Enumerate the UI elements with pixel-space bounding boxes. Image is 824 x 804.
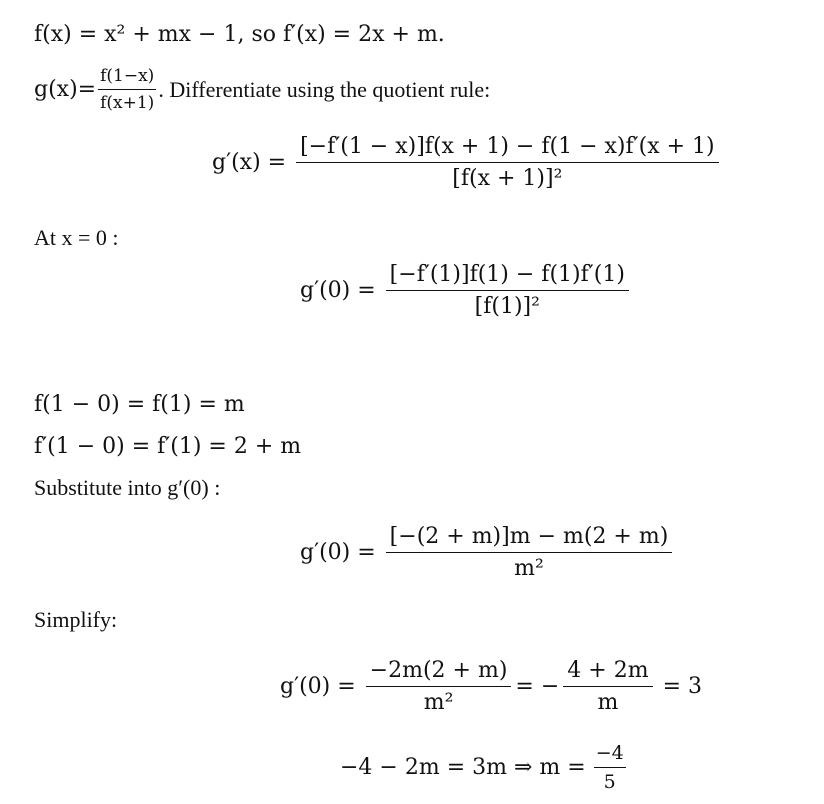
derivative-at-zero-equation [300, 262, 633, 319]
eq3-fraction [386, 524, 673, 581]
eq4-denominator-2: m [597, 690, 619, 715]
simplified-equation [280, 658, 702, 715]
g-definition-fraction [98, 66, 156, 113]
fprime-at-one-line: f′(1 − 0) = f′(1) = 2 + m [34, 434, 302, 459]
eq4-numerator-1: −2m(2 + m) [366, 658, 512, 687]
eq1-numerator: [−f′(1 − x)]f(x + 1) − f(1 − x)f′(x + 1) [296, 134, 719, 163]
eq5-numerator: −4 [594, 742, 626, 768]
at-x-zero-label: At x = 0 : [34, 225, 119, 250]
eq1-fraction [296, 134, 719, 191]
eq5-lhs: −4 − 2m = 3m ⇒ m = [340, 755, 586, 780]
eq4-fraction-2 [563, 658, 652, 715]
g-definition-lhs: g(x)= [34, 77, 97, 102]
eq1-denominator: [f(x + 1)]² [452, 166, 563, 191]
eq3-numerator: [−(2 + m)]m − m(2 + m) [386, 524, 673, 553]
given-function-line: f(x) = x² + mx − 1, so f′(x) = 2x + m. [34, 22, 445, 47]
eq4-denominator-1: m² [423, 690, 454, 715]
substituted-equation [300, 524, 676, 581]
eq2-lhs: g′(0) = [300, 278, 376, 303]
eq4-fraction-1 [366, 658, 512, 715]
eq5-denominator: 5 [603, 771, 616, 793]
eq1-lhs: g′(x) = [212, 150, 287, 175]
solve-m-equation [340, 742, 628, 793]
g-definition-denominator: f(x+1) [100, 93, 155, 113]
eq4-rhs: = 3 [662, 674, 703, 699]
quotient-rule-text: . Differentiate using the quotient rule: [158, 76, 491, 102]
g-definition-line [34, 66, 490, 113]
derivative-general-equation [212, 134, 723, 191]
eq3-lhs: g′(0) = [300, 540, 376, 565]
eq3-denominator: m² [514, 556, 544, 581]
eq4-numerator-2: 4 + 2m [563, 658, 652, 687]
substitute-label: Substitute into g′(0) : [34, 475, 221, 500]
eq2-denominator: [f(1)]² [474, 294, 540, 319]
g-definition-numerator: f(1−x) [98, 66, 156, 90]
eq2-numerator: [−f′(1)]f(1) − f(1)f′(1) [386, 262, 629, 291]
eq2-fraction [386, 262, 629, 319]
eq4-middle-sign: = − [515, 674, 560, 699]
eq5-fraction [594, 742, 626, 793]
f-at-one-line: f(1 − 0) = f(1) = m [34, 392, 245, 417]
eq4-lhs: g′(0) = [280, 674, 356, 699]
simplify-label: Simplify: [34, 607, 118, 632]
